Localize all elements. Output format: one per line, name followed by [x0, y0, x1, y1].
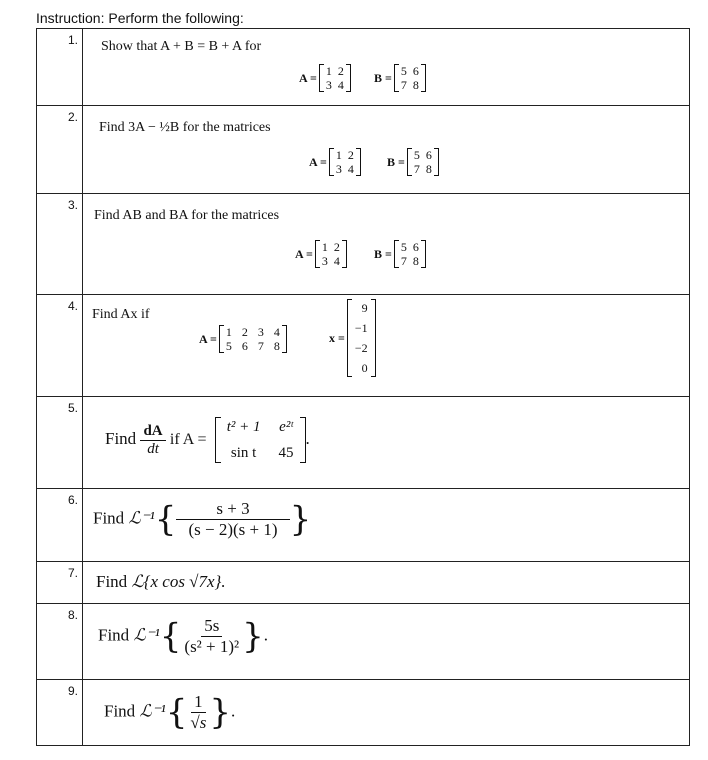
derivative-expression: Find $\frac{dA}{dt}$ if A = t² + 1 e²ᵗ sin t 45 . [105, 419, 310, 461]
question-row-3 [37, 194, 690, 295]
question-number: 2. [37, 106, 83, 194]
questions-table [36, 28, 690, 746]
instruction-heading: Instruction: Perform the following: [36, 10, 244, 26]
question-row-5 [37, 397, 690, 489]
question-number: 3. [37, 194, 83, 295]
question-number: 8. [37, 604, 83, 680]
question-row-8 [37, 604, 690, 680]
matrix-A: A = 1 2 3 4 [309, 148, 361, 176]
matrix-A: A = 1 2 3 4 [299, 64, 351, 92]
question-body [83, 562, 690, 604]
question-number: 4. [37, 295, 83, 397]
question-body [83, 295, 690, 397]
question-number: 1. [37, 29, 83, 106]
question-body [83, 194, 690, 295]
question-number: 9. [37, 680, 83, 746]
matrix-B: B = 5 6 7 8 [374, 240, 426, 268]
matrix-B: B = 5 6 7 8 [387, 148, 439, 176]
question-number: 7. [37, 562, 83, 604]
question-text: Find Ax if [92, 307, 150, 322]
matrix-B: B = 5 6 7 8 [374, 64, 426, 92]
question-body [83, 680, 690, 746]
question-text: Find 3A − ½B for the matrices [99, 120, 271, 135]
question-row-6 [37, 489, 690, 562]
question-body [83, 397, 690, 489]
vector-x: x = 9 −1 −2 0 [329, 299, 376, 377]
inverse-laplace-expression: Find ℒ⁻¹{ $\frac{s + 3}{(s - 2)(s + 1)}$ } [93, 499, 312, 540]
question-text: Show that A + B = B + A for [101, 39, 262, 54]
question-row-4 [37, 295, 690, 397]
matrix-A: A = 1 2 3 4 5 6 7 8 [199, 325, 287, 353]
inverse-laplace-expression: Find ℒ⁻¹{ $\frac{1}{√s}$ }. [104, 692, 236, 733]
laplace-expression: Find ℒ{x cos √7x}. [96, 572, 226, 591]
question-body [83, 604, 690, 680]
question-text: Find AB and BA for the matrices [94, 208, 280, 223]
question-body [83, 29, 690, 106]
question-number: 5. [37, 397, 83, 489]
matrix-A: A = 1 2 3 4 [295, 240, 347, 268]
question-row-1 [37, 29, 690, 106]
inverse-laplace-expression: Find ℒ⁻¹{ $\frac{5s}{\text{(s² + 1)²}}$ }. [98, 616, 269, 657]
question-body [83, 489, 690, 562]
question-row-9 [37, 680, 690, 746]
question-number: 6. [37, 489, 83, 562]
question-body [83, 106, 690, 194]
question-row-7 [37, 562, 690, 604]
question-row-2 [37, 106, 690, 194]
